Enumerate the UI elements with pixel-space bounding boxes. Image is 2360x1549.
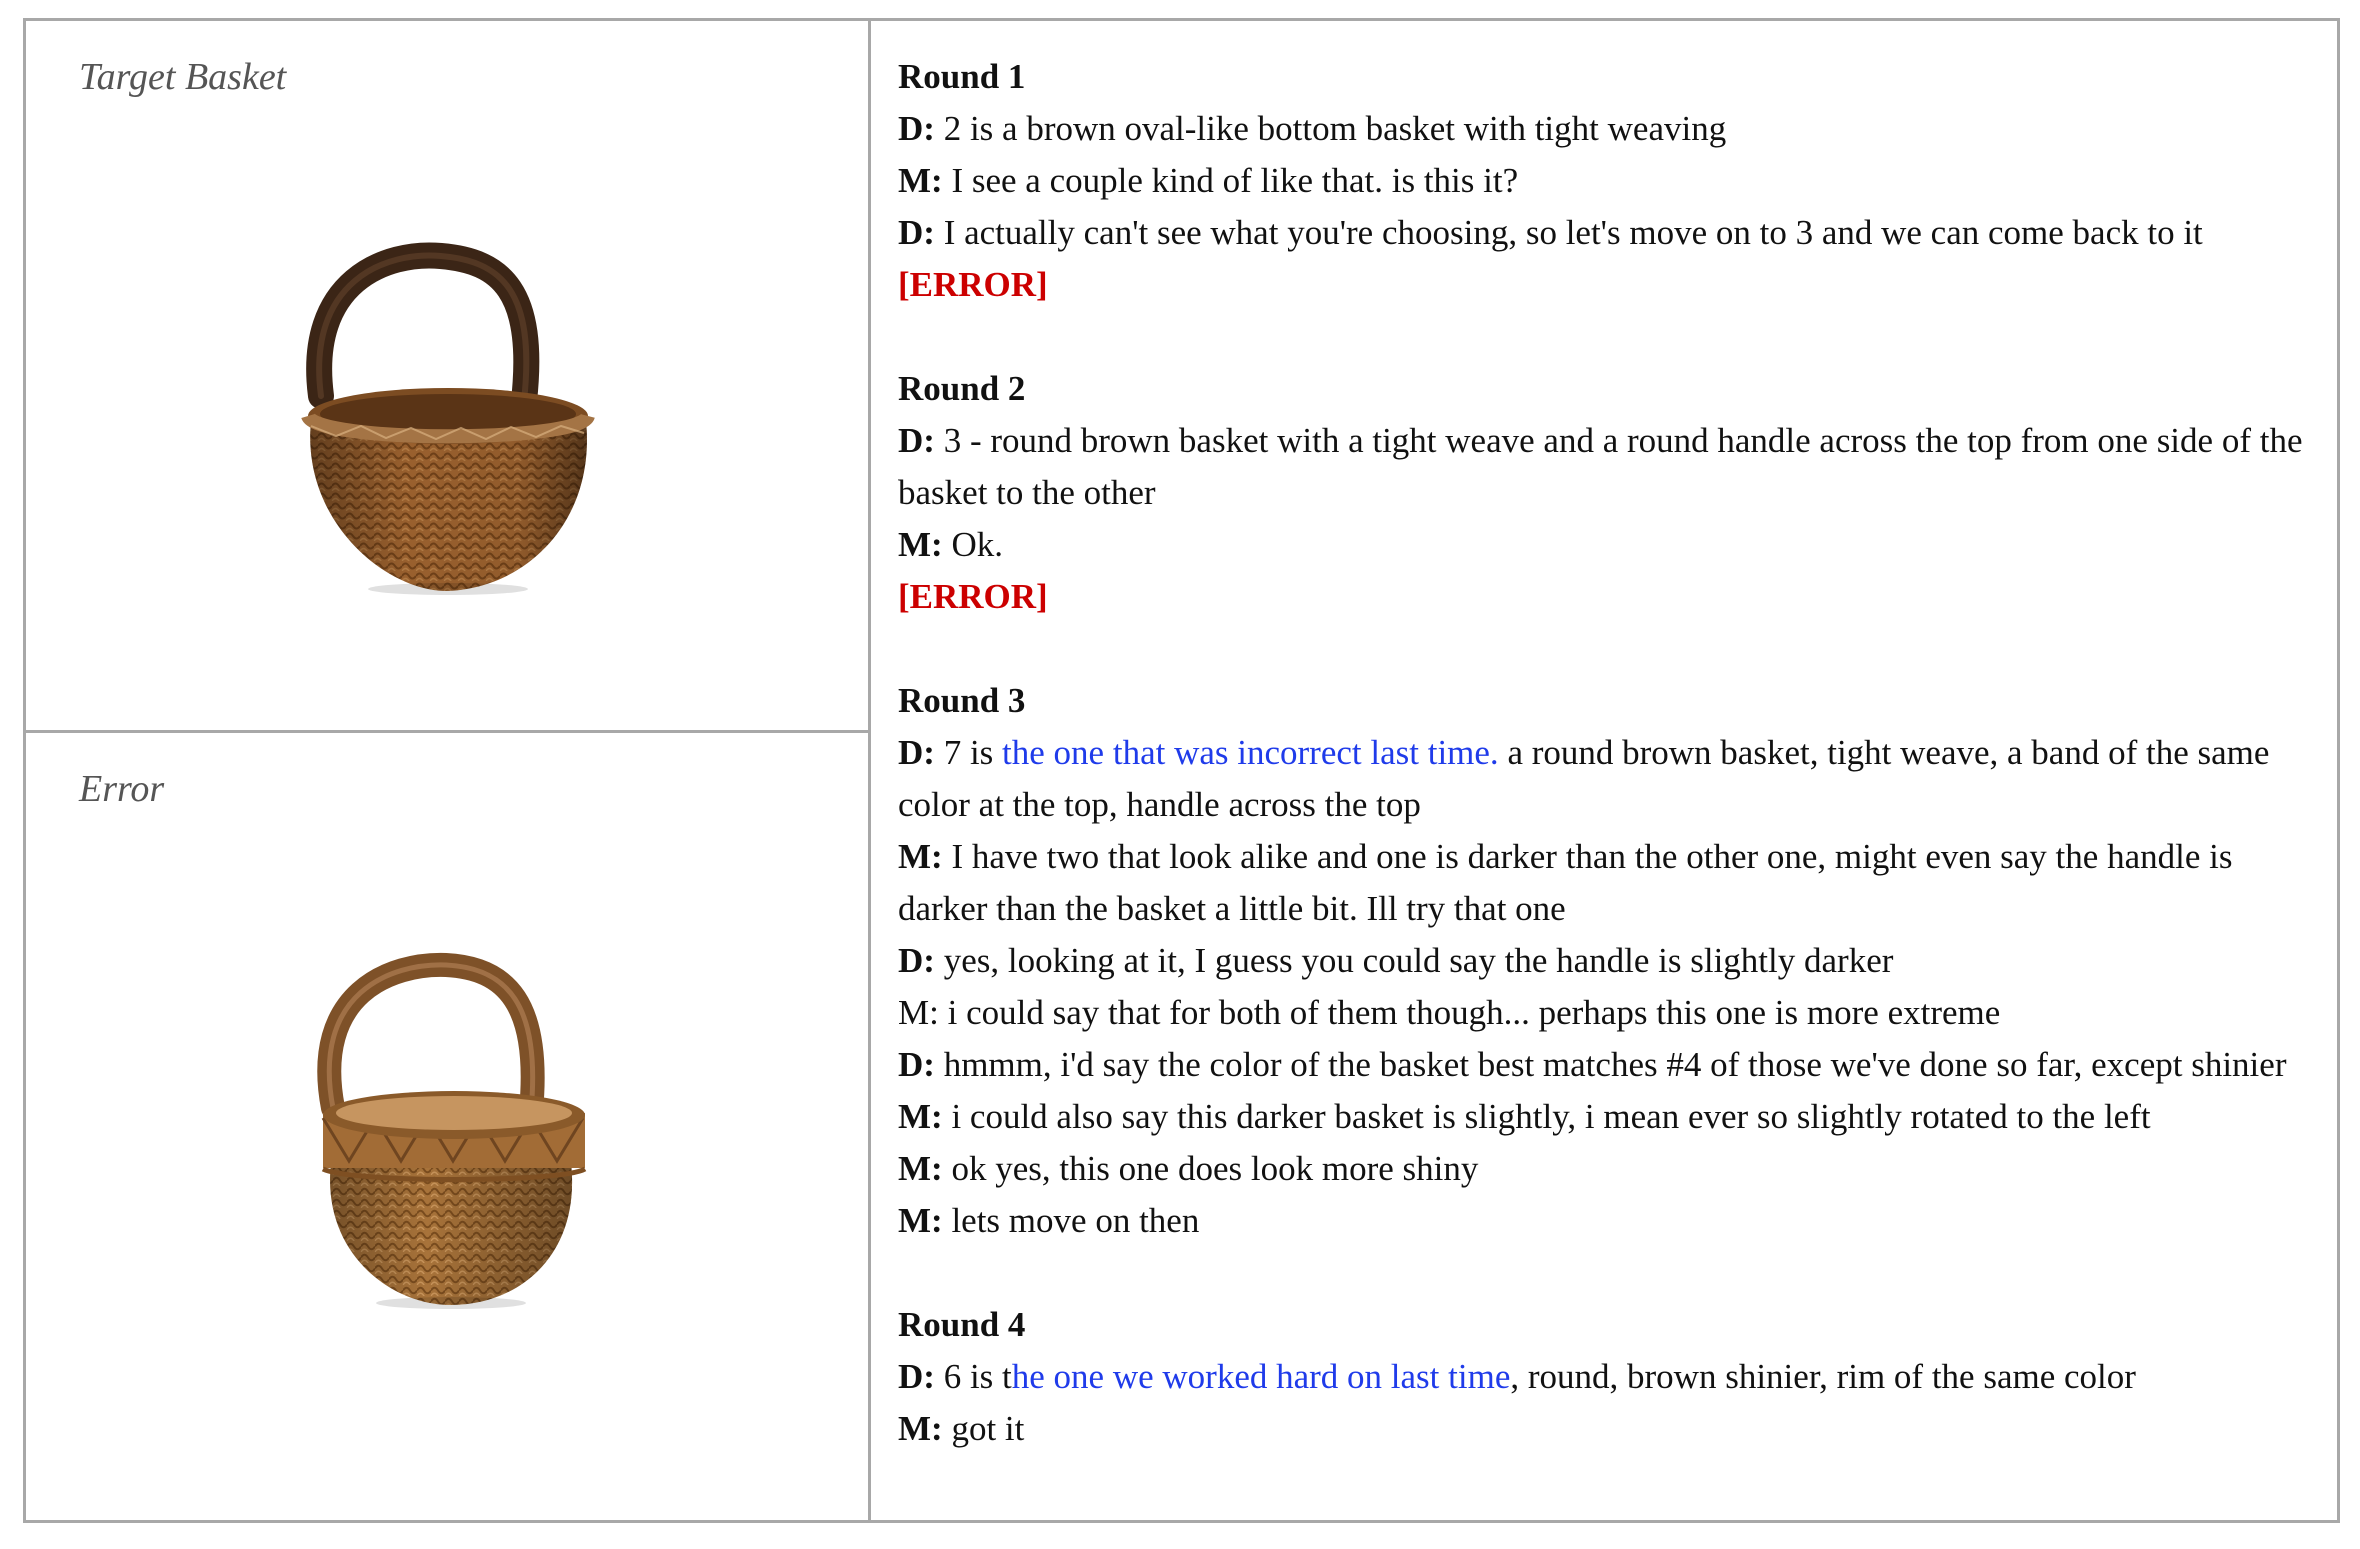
speaker-label: D: [898,1357,935,1396]
round-title: Round 1 [898,57,1026,96]
speaker-label: D: [898,1045,935,1084]
dialogue-line [898,519,2317,571]
round-block [898,1299,2317,1455]
dialogue-line [898,1403,2317,1455]
utterance-text: i could also say this darker basket is slightly, i mean ever so slightly rotated to the left [942,1097,2151,1136]
speaker-label: M: [898,837,943,876]
dialogue-line [898,987,2317,1039]
utterance-text: I see a couple kind of like that. is this it? [942,161,1519,200]
utterance-text: 6 is t [934,1357,1012,1396]
dialogue-line [898,1195,2317,1247]
target-basket-image [276,221,656,626]
error-basket-image [291,933,651,1338]
utterance-text: yes, looking at it, I guess you could say the handle is slightly darker [934,941,1894,980]
speaker-label: M: [898,1097,943,1136]
image-column [26,21,871,1520]
utterance-text: ok yes, this one does look more shiny [942,1149,1479,1188]
error-basket-cell [26,733,868,1520]
round-block [898,363,2317,623]
utterance-text: a round brown basket, tight weave, a band of the same color at the top, handle across the top [898,733,2270,824]
dialogue-transcript [871,21,2337,1520]
dialogue-table [23,18,2340,1523]
speaker-label: M: [898,525,943,564]
dialogue-line [898,935,2317,987]
utterance-text: M: i could say that for both of them though... perhaps this one is more extreme [898,993,2001,1032]
utterance-text: 7 is [934,733,1003,772]
dialogue-line [898,155,2317,207]
dialogue-line [898,103,2317,155]
error-tag: [ERROR] [898,265,1048,304]
speaker-label: M: [898,1409,943,1448]
highlighted-reference: the one that was incorrect last time. [1002,733,1499,772]
dialogue-line [898,207,2317,259]
round-title: Round 4 [898,1305,1026,1344]
highlighted-reference: he one we worked hard on last time [1011,1357,1511,1396]
utterance-text: , round, brown shinier, rim of the same color [1510,1357,2136,1396]
error-tag: [ERROR] [898,577,1048,616]
utterance-text: got it [942,1409,1025,1448]
dialogue-line [898,415,2317,519]
speaker-label: D: [898,421,935,460]
utterance-text: Ok. [942,525,1003,564]
target-basket-cell [26,21,868,733]
utterance-text: hmmm, i'd say the color of the basket best matches #4 of those we've done so far, except shinier [934,1045,2287,1084]
speaker-label: M: [898,1201,943,1240]
round-block [898,675,2317,1247]
dialogue-line [898,831,2317,935]
speaker-label: M: [898,161,943,200]
dialogue-line [898,1091,2317,1143]
speaker-label: M: [898,1149,943,1188]
error-basket-label: Error [79,768,165,810]
round-block [898,51,2317,311]
speaker-label: D: [898,941,935,980]
utterance-text: 3 - round brown basket with a tight weave and a round handle across the top from one side of the basket to the other [898,421,2303,512]
dialogue-line [898,727,2317,831]
utterance-text: 2 is a brown oval-like bottom basket with tight weaving [934,109,1727,148]
utterance-text: I have two that look alike and one is darker than the other one, might even say the handle is darker than the basket a little bit. Ill try that one [898,837,2233,928]
utterance-text: I actually can't see what you're choosing, so let's move on to 3 and we can come back to it [934,213,2203,252]
round-title: Round 3 [898,681,1026,720]
speaker-label: D: [898,733,935,772]
speaker-label: D: [898,213,935,252]
dialogue-line [898,1143,2317,1195]
dialogue-line [898,1039,2317,1091]
round-title: Round 2 [898,369,1026,408]
speaker-label: D: [898,109,935,148]
utterance-text: lets move on then [942,1201,1200,1240]
dialogue-line [898,1351,2317,1403]
target-basket-label: Target Basket [79,56,287,98]
